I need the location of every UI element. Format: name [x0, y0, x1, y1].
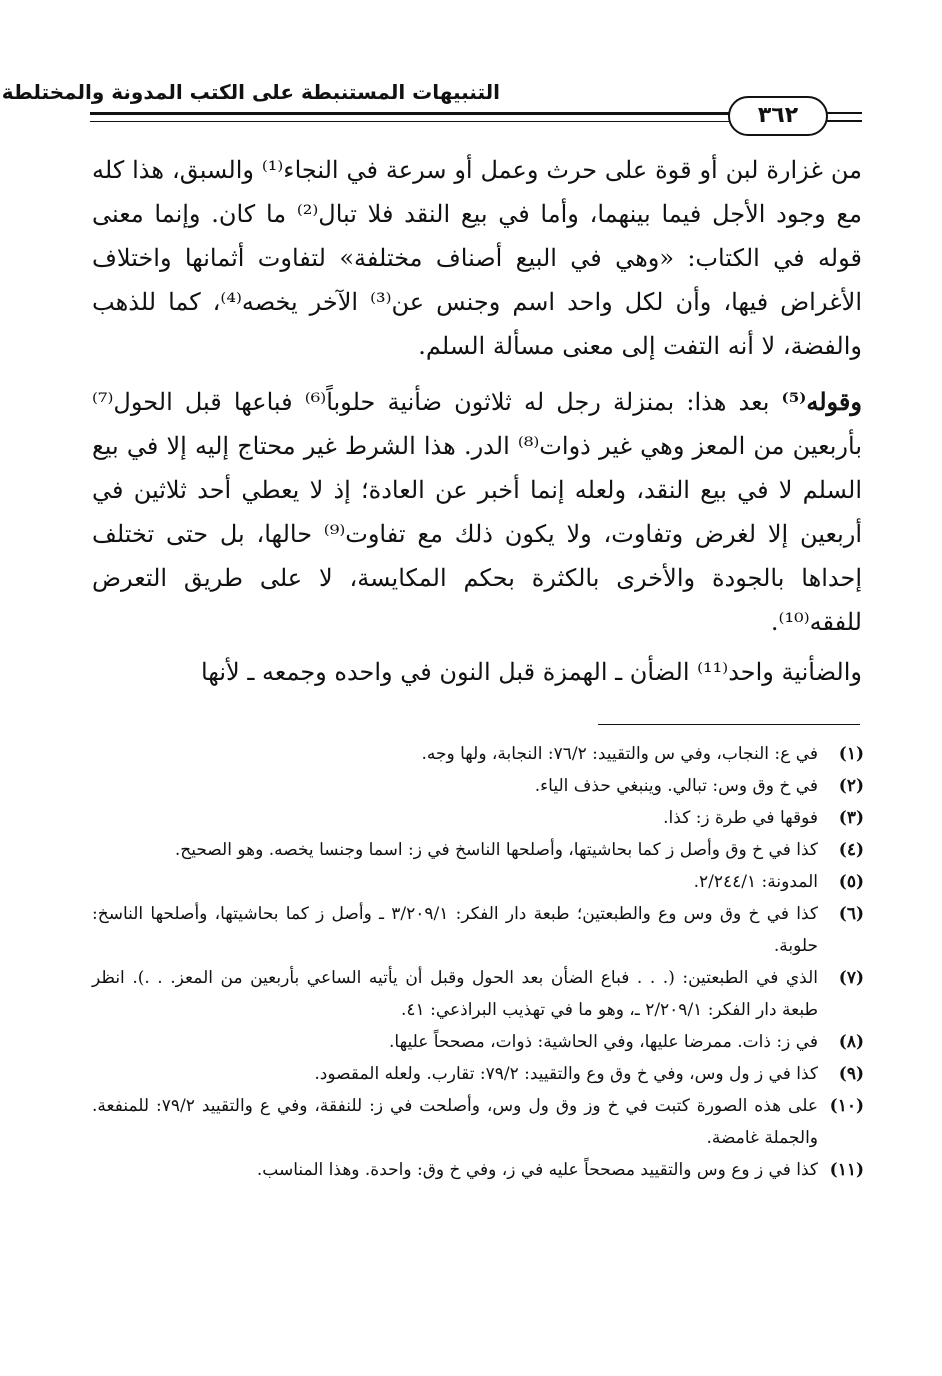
footnote-item: [92, 962, 864, 1026]
paragraph-2-text: بعد هذا: بمنزلة رجل له ثلاثون ضأنية حلوباً⁽⁶⁾ فباعها قبل الحول⁽⁷⁾ بأربعين من المعز وهي غير ذوات⁽⁸⁾ الدر. هذا الشرط غير محتاج إليه إلا في بيع السلم لا في بيع النقد، ولعله إنما أخبر عن العادة؛ إذ لا يعطي أحد ثلاثين في أربعين إلا لغرض وتفاوت، ولا يكون ذلك مع تفاوت⁽⁹⁾ حالها، بل حتى تختلف إحداها بالجودة والأخرى بالكثرة بحكم المكايسة، لا على طريق التعرض للفقه⁽¹⁰⁾.: [92, 388, 863, 636]
header-rule-thin: [90, 121, 730, 122]
footnote-item: [92, 738, 864, 770]
footnote-number: (٣): [838, 808, 864, 828]
footnote-number: (٦): [838, 904, 864, 924]
footnote-item: [92, 834, 864, 866]
footnote-number: (٥): [838, 872, 864, 892]
footnote-item: [92, 1154, 864, 1186]
paragraph-3: والضأنية واحد⁽¹¹⁾ الضأن ـ الهمزة قبل النون في واحده وجمعه ـ لأنها: [200, 658, 862, 686]
footnote-separator: [598, 724, 860, 725]
footnote-text: كذا في خ وق وس وع والطبعتين؛ طبعة دار الفكر: ٣/٢٠٩/١ ـ وأصل ز كما بحاشيتها، وأصلحها الناسخ: حلوبة.: [92, 904, 818, 956]
footnote-number: (٩): [838, 1064, 864, 1084]
paragraph-2: [92, 380, 862, 644]
footnote-text: في خ وق وس: تبالي. وينبغي حذف الياء.: [534, 776, 818, 796]
footnote-item: [92, 770, 864, 802]
footnote-text: كذا في ز ول وس، وفي خ وق وع والتقييد: ٧٩/٢: تقارب. ولعله المقصود.: [314, 1064, 818, 1084]
footnote-text: فوقها في طرة ز: كذا.: [663, 808, 818, 828]
paragraph-2-lead: وقوله⁽⁵⁾: [781, 387, 862, 416]
paragraph-1: من غزارة لبن أو قوة على حرث وعمل أو سرعة في النجاء⁽¹⁾ والسبق، هذا كله مع وجود الأجل فيما بينهما، وأما في بيع النقد فلا تبال⁽²⁾ ما كان. وإنما معنى قوله في الكتاب: «وهي في البيع أصناف مختلفة» لتفاوت أثمانها واختلاف الأغراض فيها، وأن لكل واحد اسم وجنس عن⁽³⁾ الآخر يخصه⁽⁴⁾، كما للذهب والفضة، لا أنه التفت إلى معنى مسألة السلم.: [92, 156, 863, 360]
footnote-item: [92, 898, 864, 962]
footnote-text: كذا في ز وع وس والتقييد مصححاً عليه في ز، وفي خ وق: واحدة. وهذا المناسب.: [256, 1160, 818, 1180]
footnote-item: [92, 1026, 864, 1058]
footnote-text: المدونة: ٢/٢٤٤/١.: [693, 872, 818, 892]
footnote-item: [92, 866, 864, 898]
footnote-number: (٧): [838, 968, 864, 988]
footnote-number: (١١): [829, 1160, 864, 1180]
footnote-text: الذي في الطبعتين: (. . . فباع الضأن بعد الحول وقبل أن يأتيه الساعي بأربعين من المعز. . .). انظر طبعة دار الفكر: ٢/٢٠٩/١ ـ، وهو ما في تهذيب البراذعي: ٤١.: [92, 968, 818, 1020]
header-rule-thick: [90, 112, 730, 115]
footnote-number: (٢): [838, 776, 864, 796]
footnote-item: [92, 802, 864, 834]
footnote-number: (٨): [838, 1032, 864, 1052]
footnote-text: على هذه الصورة كتبت في خ وز وق ول وس، وأصلحت في ز: للنفقة، وفي ع والتقييد ٧٩/٢: للمنفعة. والجملة غامضة.: [92, 1096, 819, 1148]
footnote-item: [92, 1058, 864, 1090]
footnote-number: (١٠): [829, 1096, 864, 1116]
footnote-text: في ز: ذات. ممرضا عليها، وفي الحاشية: ذوات، مصححاً عليها.: [389, 1032, 818, 1052]
footnotes-list: [92, 738, 864, 1186]
footnote-number: (٤): [838, 840, 864, 860]
footnote-text: كذا في خ وق وأصل ز كما بحاشيتها، وأصلحها الناسخ في ز: اسما وجنسا يخصه. وهو الصحيح.: [174, 840, 818, 860]
footnote-text: في ع: النجاب، وفي س والتقييد: ٧٦/٢: النجابة، ولها وجه.: [421, 744, 818, 764]
page-number-badge: ٣٦٢: [728, 96, 828, 136]
footnote-item: [92, 1090, 864, 1154]
running-header-title: التنبيهات المستنبطة على الكتب المدونة والمختلطة: [1, 80, 500, 104]
footnote-number: (١): [838, 744, 864, 764]
